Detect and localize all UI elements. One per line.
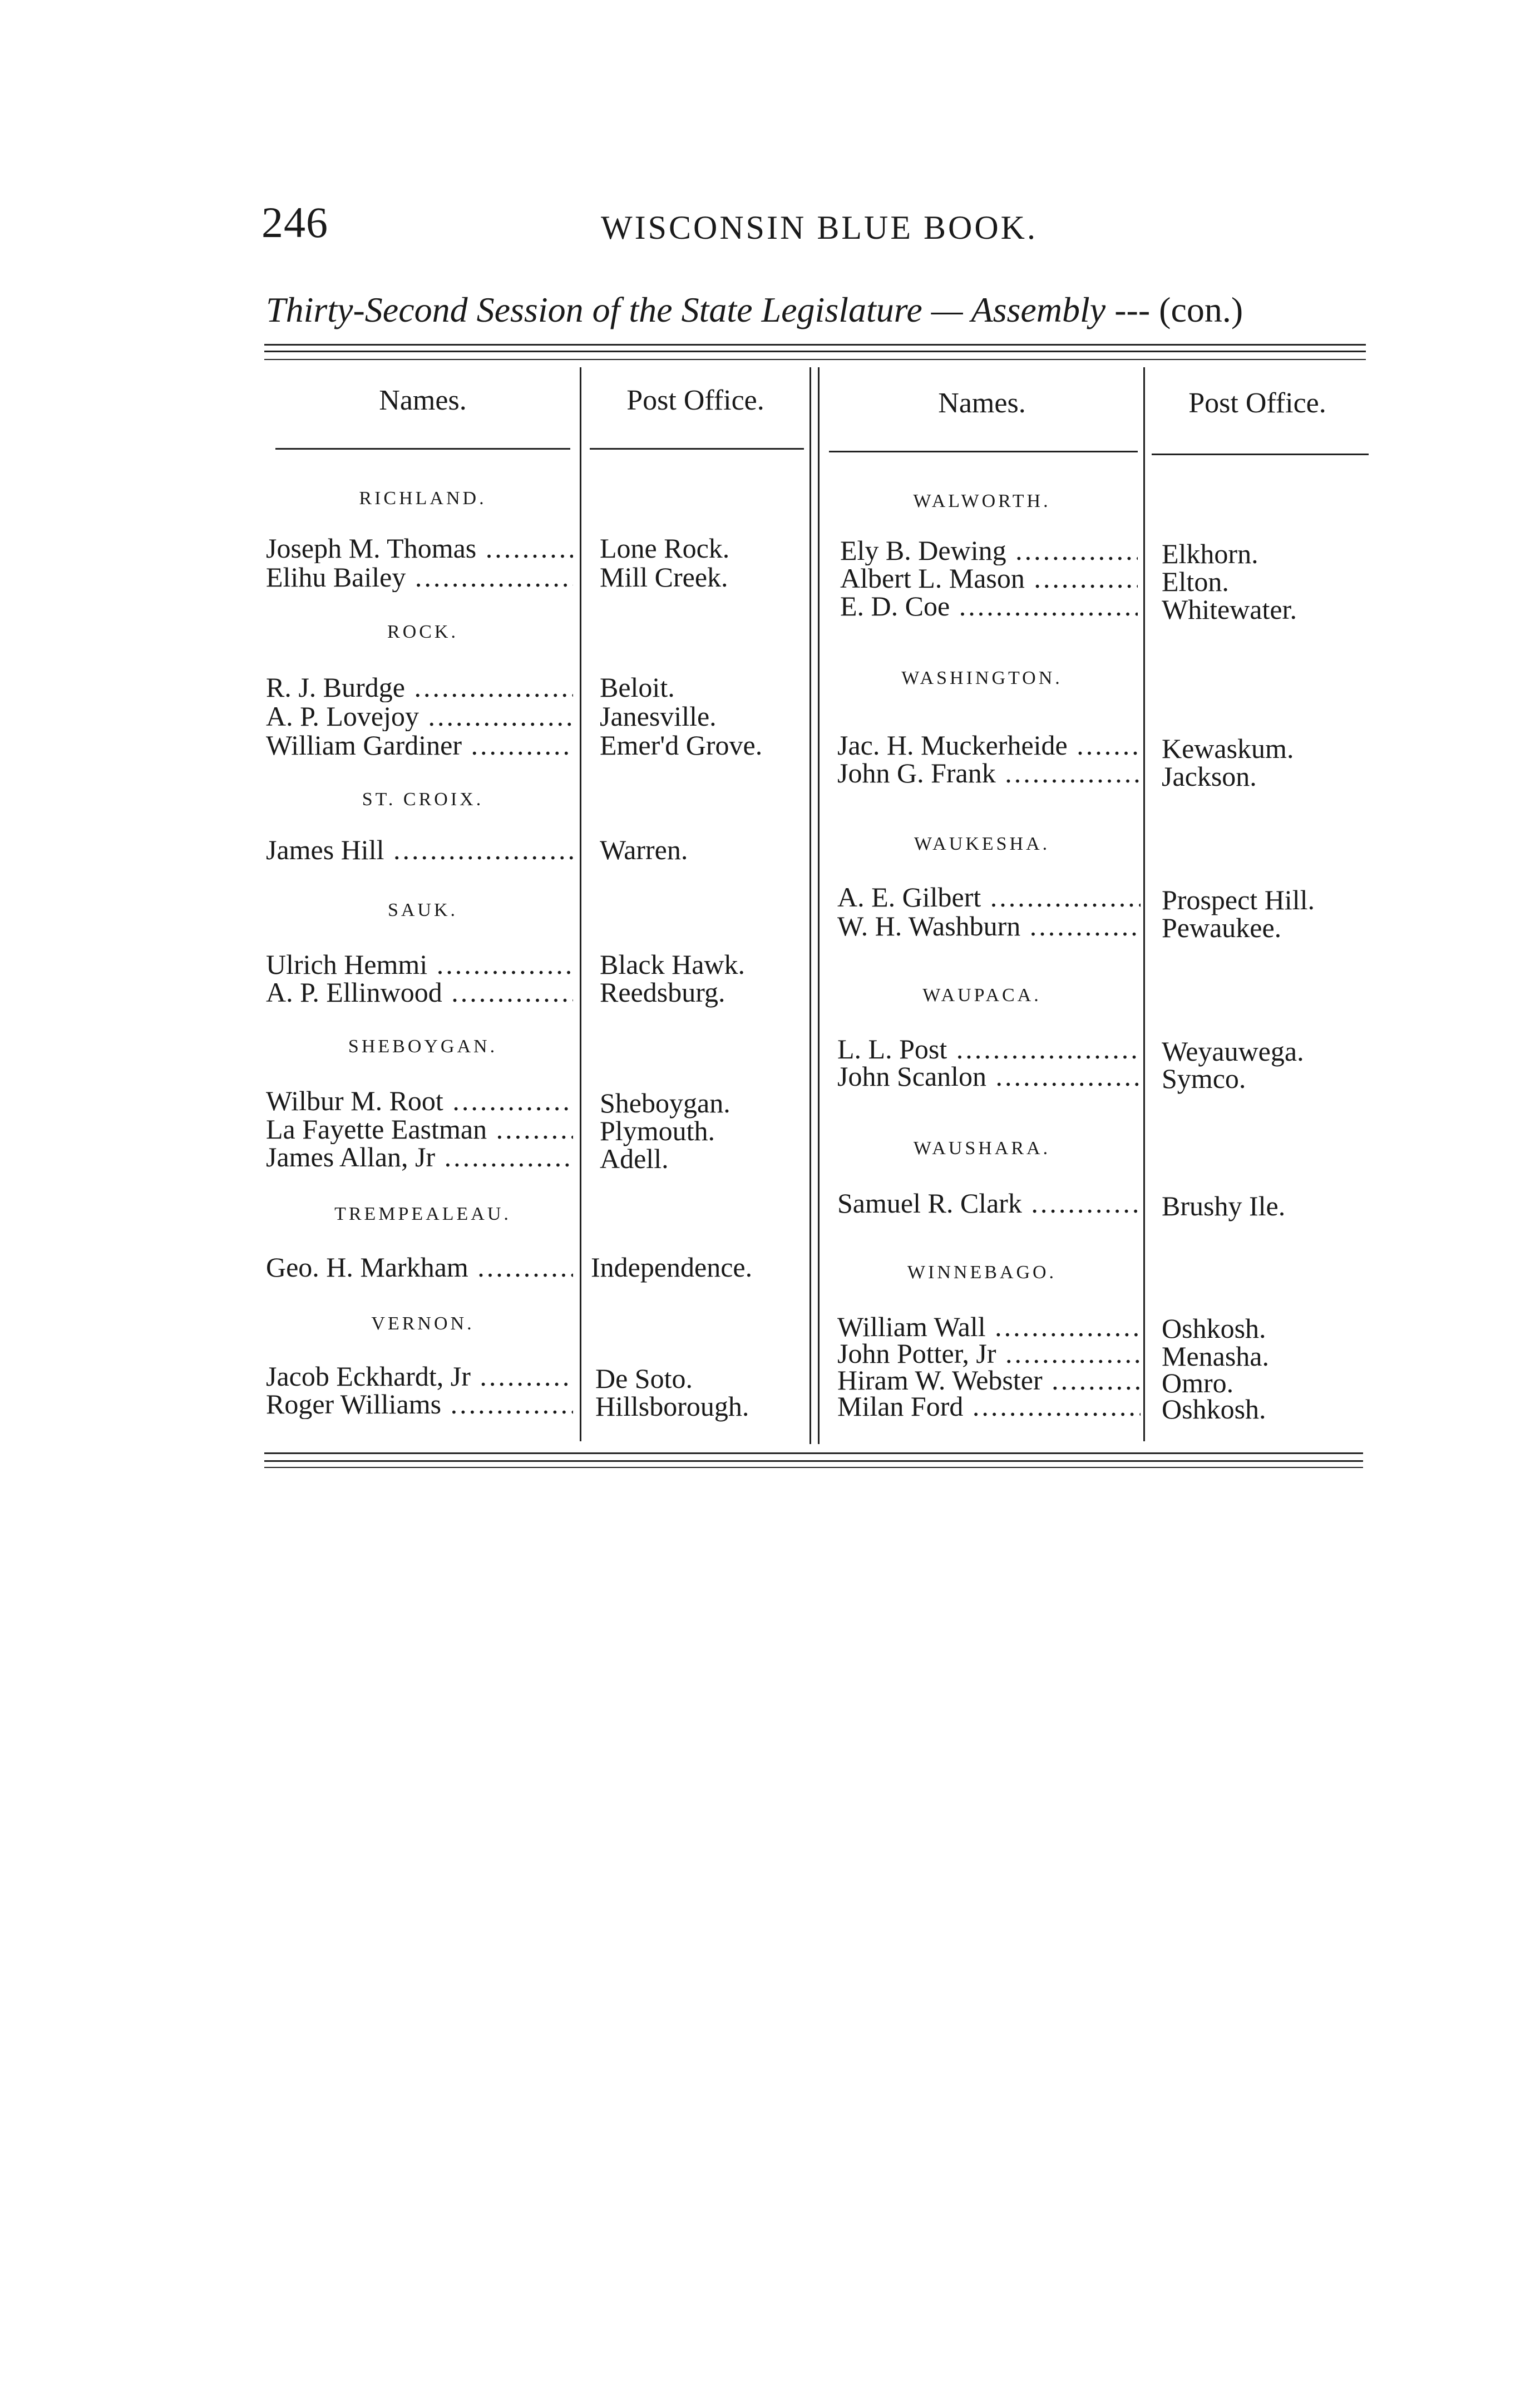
member-name: William Gardiner ..... (266, 730, 573, 760)
post-office: Prospect Hill. (1162, 884, 1315, 915)
top-rule-2 (264, 351, 1366, 352)
header-underline (275, 448, 570, 450)
county-heading: ST. CROIX. (362, 789, 484, 810)
column-divider-center-2 (818, 367, 820, 1444)
member-name: John Scanlon ..... (837, 1061, 1141, 1091)
post-office: Brushy Ile. (1162, 1190, 1286, 1221)
post-office: Kewaskum. (1162, 733, 1294, 764)
member-name: James Hill ..... (266, 835, 573, 865)
member-name: Elihu Bailey ..... (266, 562, 573, 592)
col-head-post-office-left: Post Office. (626, 385, 764, 416)
member-name: La Fayette Eastman ..... (266, 1114, 573, 1144)
county-heading: WAUSHARA. (913, 1138, 1051, 1159)
col-head-post-office-right: Post Office. (1188, 387, 1326, 419)
post-office: Sheboygan. (600, 1087, 730, 1119)
member-name: Hiram W. Webster ..... (837, 1365, 1141, 1395)
member-name: William Wall ..... (837, 1312, 1141, 1342)
member-name: Ely B. Dewing ..... (840, 535, 1138, 565)
post-office: Janesville. (600, 701, 717, 732)
col-head-names-right: Names. (938, 387, 1026, 419)
member-name: R. J. Burdge ..... (266, 672, 573, 702)
header-underline (590, 448, 804, 450)
post-office: Emer'd Grove. (600, 730, 763, 761)
county-heading: WAUPACA. (922, 985, 1042, 1006)
member-name: Geo. H. Markham ..... (266, 1252, 573, 1282)
member-name: Jacob Eckhardt, Jr ..... (266, 1361, 573, 1391)
post-office: Weyauwega. (1162, 1036, 1304, 1067)
top-rule (264, 344, 1366, 346)
bottom-rule-2 (264, 1460, 1363, 1462)
post-office: Black Hawk. (600, 949, 746, 980)
member-name: Albert L. Mason ..... (840, 563, 1138, 593)
member-name: E. D. Coe ..... (840, 591, 1138, 621)
county-heading: SHEBOYGAN. (348, 1036, 498, 1057)
member-name: James Allan, Jr ..... (266, 1142, 573, 1172)
post-office: Menasha. (1162, 1341, 1269, 1372)
page-number: 246 (261, 198, 328, 247)
member-name: John G. Frank ..... (837, 758, 1141, 788)
member-name: Ulrich Hemmi ..... (266, 949, 573, 979)
member-name: A. E. Gilbert ..... (837, 882, 1141, 912)
member-name: Wilbur M. Root ..... (266, 1086, 573, 1116)
county-heading: WASHINGTON. (901, 668, 1063, 688)
top-rule-3 (264, 359, 1366, 360)
subtitle-text: Thirty-Second Session of the State Legislature — Assembly --- (266, 290, 1151, 329)
county-heading: RICHLAND. (359, 488, 487, 509)
post-office: Reedsburg. (600, 977, 725, 1008)
post-office: Whitewater. (1162, 594, 1297, 625)
header-underline (1152, 454, 1369, 455)
bottom-rule-3 (264, 1467, 1363, 1468)
post-office: Jackson. (1162, 761, 1257, 792)
post-office: Beloit. (600, 672, 675, 703)
county-heading: WALWORTH. (913, 491, 1051, 511)
table-subtitle (266, 289, 1243, 331)
post-office: Symco. (1162, 1063, 1246, 1094)
county-heading: WINNEBAGO. (907, 1262, 1057, 1283)
county-heading: ROCK. (387, 622, 458, 642)
county-heading: WAUKESHA. (914, 834, 1050, 854)
post-office: Elkhorn. (1162, 538, 1258, 569)
post-office: Lone Rock. (600, 533, 730, 564)
member-name: A. P. Lovejoy ..... (266, 701, 573, 731)
post-office: Plymouth. (600, 1115, 715, 1146)
post-office: Oshkosh. (1162, 1393, 1266, 1425)
member-name: W. H. Washburn ..... (837, 911, 1141, 941)
member-name: Samuel R. Clark ..... (837, 1188, 1141, 1218)
column-divider (580, 367, 581, 1441)
member-name: L. L. Post ..... (837, 1034, 1141, 1064)
post-office: Warren. (600, 834, 688, 865)
column-divider (1143, 367, 1145, 1441)
county-heading: TREMPEALEAU. (334, 1204, 511, 1224)
member-name: A. P. Ellinwood ..... (266, 977, 573, 1007)
post-office: Mill Creek. (600, 561, 728, 593)
member-name: Jac. H. Muckerheide ..... (837, 730, 1141, 760)
header-underline (829, 451, 1138, 452)
post-office: Omro. (1162, 1367, 1234, 1398)
bottom-rule (264, 1452, 1363, 1454)
running-title: WISCONSIN BLUE BOOK. (601, 209, 1038, 246)
post-office: Hillsborough. (595, 1391, 749, 1422)
member-name: Milan Ford ..... (837, 1391, 1141, 1421)
post-office: Oshkosh. (1162, 1313, 1266, 1344)
member-name: Roger Williams ..... (266, 1389, 573, 1419)
column-divider-center (810, 367, 811, 1444)
subtitle-continued: (con.) (1159, 290, 1243, 329)
county-heading: SAUK. (387, 900, 458, 920)
county-heading: VERNON. (371, 1313, 475, 1334)
member-name: Joseph M. Thomas ..... (266, 533, 573, 563)
member-name: John Potter, Jr ..... (837, 1338, 1141, 1368)
post-office: Pewaukee. (1162, 912, 1282, 943)
col-head-names-left: Names. (379, 385, 467, 416)
post-office: De Soto. (595, 1363, 693, 1394)
post-office: Adell. (600, 1143, 669, 1174)
post-office: Elton. (1162, 566, 1229, 597)
post-office: Independence. (591, 1252, 753, 1283)
